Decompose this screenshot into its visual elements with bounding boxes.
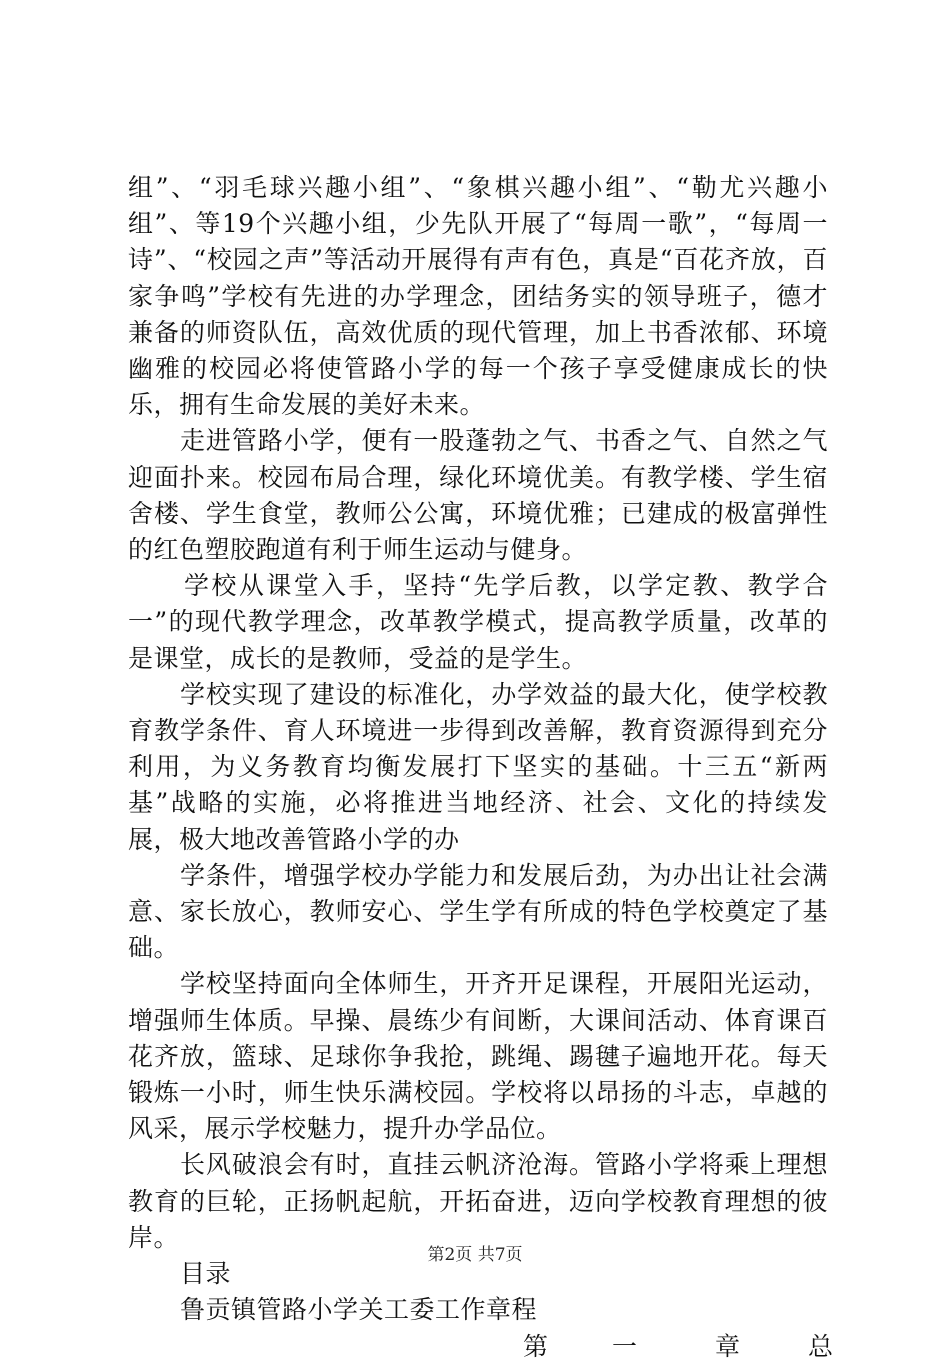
page-number-footer: 第2页 共7页 bbox=[427, 1245, 523, 1265]
chapter-heading-char: 第 bbox=[523, 1331, 549, 1361]
chapter-heading-char: 总 bbox=[808, 1331, 834, 1361]
paragraph-interest-groups: 组”、“羽毛球兴趣小组”、“象棋兴趣小组”、“勒尤兴趣小组”、等19个兴趣小组，少先队开展了“每周一歌”，“每周一诗”、“校园之声”等活动开展得有声有色，真是“百花齐放，百家争鸣”学校有先进的办学理念，团结务实的领导班子，德才兼备的师资队伍，高效优质的现代管理，加上书香浓郁、环境幽雅的校园必将使管路小学的每一个孩子享受健康成长的快乐，拥有生命发展的美好未来。 bbox=[128, 173, 828, 420]
paragraph-teaching-reform: 学校从课堂入手，坚持“先学后教，以学定教、教学合一”的现代教学理念，改革教学模式，提高教学质量，改革的是课堂，成长的是教师，受益的是学生。 bbox=[128, 571, 828, 673]
document-body bbox=[128, 170, 834, 1365]
chapter-heading-char: 章 bbox=[715, 1331, 741, 1361]
paragraph-standardization: 学校实现了建设的标准化，办学效益的最大化，使学校教育教学条件、育人环境进一步得到改善解，教育资源得到充分利用，为义务教育均衡发展打下坚实的基础。十三五“新两基”战略的实施，必将推进当地经济、社会、文化的持续发展，极大地改善管路小学的办 bbox=[128, 679, 828, 854]
paragraph-school-conditions: 学条件，增强学校办学能力和发展后劲，为办出让社会满意、家长放心，教师安心、学生学有所成的特色学校奠定了基础。 bbox=[128, 860, 828, 963]
paragraph-sunshine-sports: 学校坚持面向全体师生，开齐开足课程，开展阳光运动，增强师生体质。早操、晨练少有间断，大课间活动、体育课百花齐放，篮球、足球你争我抢，跳绳、踢毽子遍地开花。每天锻炼一小时，师生快乐满校园。学校将以昂扬的斗志，卓越的风采，展示学校魅力，提升办学品位。 bbox=[128, 969, 828, 1144]
paragraph-campus-intro: 走进管路小学，便有一股蓬勃之气、书香之气、自然之气迎面扑来。校园布局合理，绿化环境优美。有教学楼、学生宿舍楼、学生食堂，教师公公寓，环境优雅；已建成的极富弹性的红色塑胶跑道有利于师生运动与健身。 bbox=[128, 426, 828, 565]
chapter-heading bbox=[128, 1329, 834, 1365]
paragraph-closing-vision: 长风破浪会有时，直挂云帆济沧海。管路小学将乘上理想教育的巨轮，正扬帆起航，开拓奋进，迈向学校教育理想的彼岸。 bbox=[128, 1150, 828, 1252]
chapter-heading-char: 一 bbox=[612, 1331, 638, 1361]
toc-heading: 目录 bbox=[180, 1259, 232, 1289]
charter-title: 鲁贡镇管路小学关工委工作章程 bbox=[180, 1295, 538, 1325]
